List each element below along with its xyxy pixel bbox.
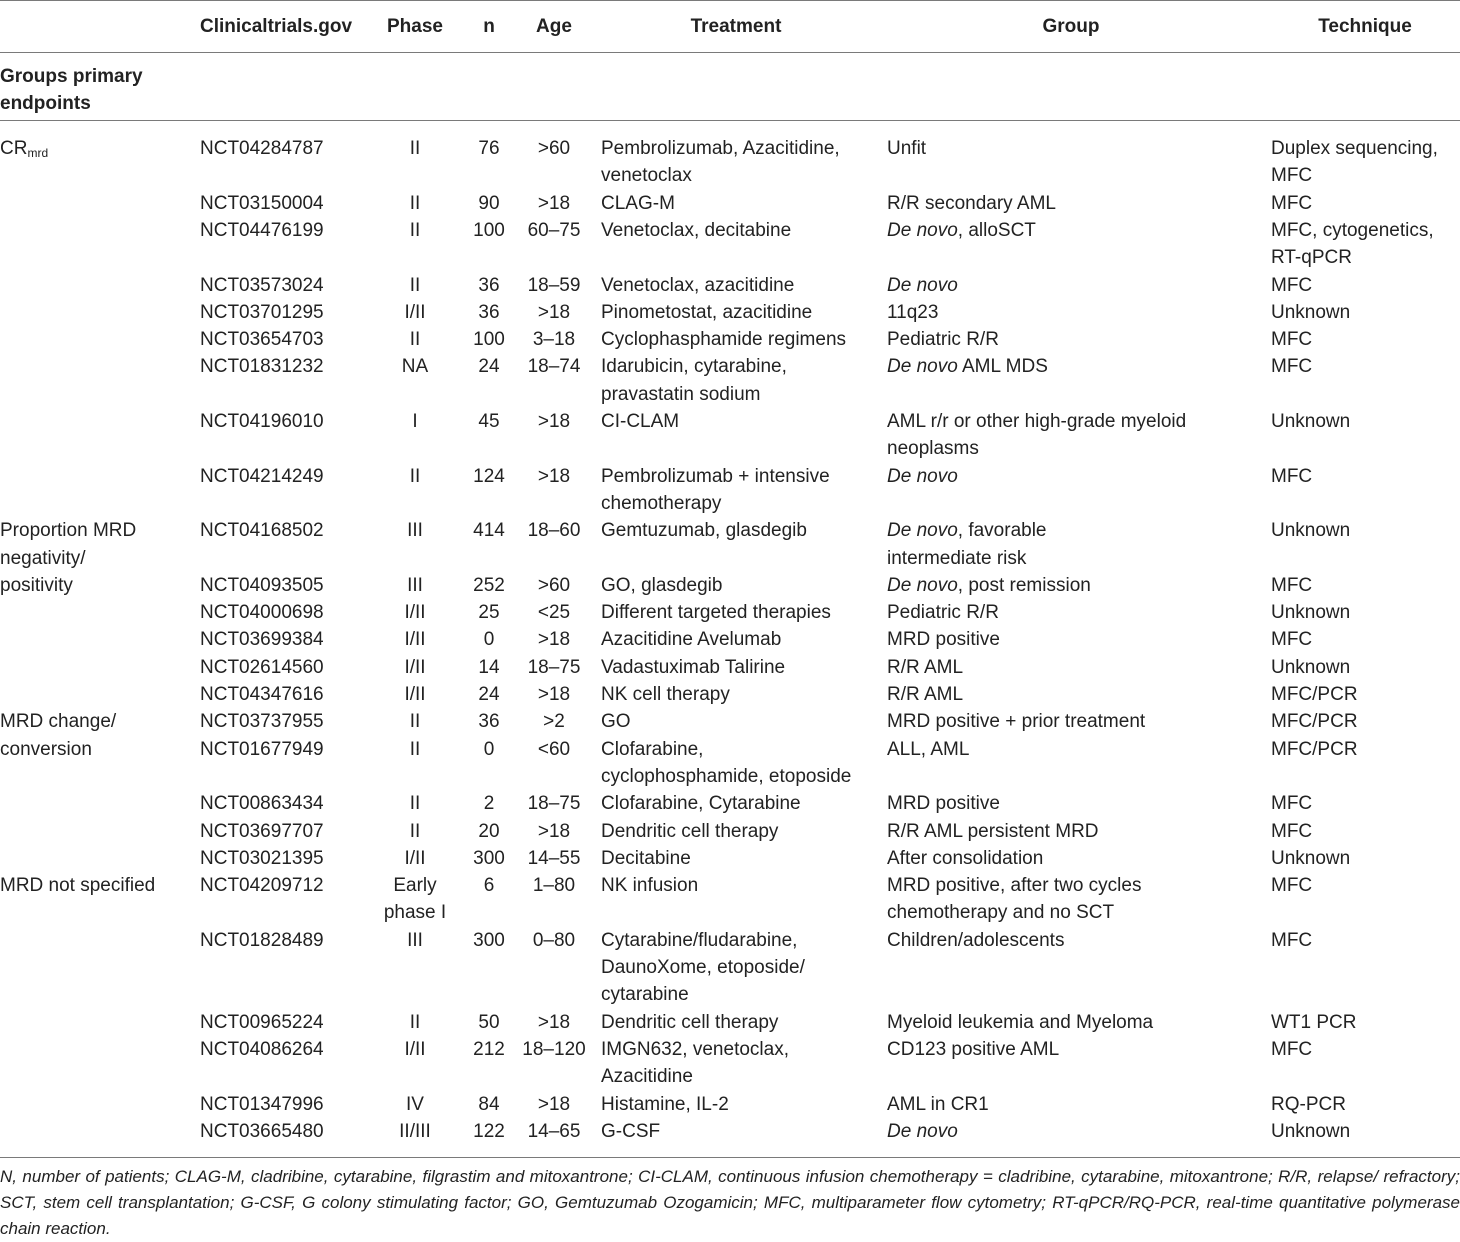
cell-trial-id: NCT04086264 xyxy=(200,1038,324,1060)
group-text: MRD positive + prior treatment xyxy=(887,711,1146,733)
cell-phase: II xyxy=(409,219,421,241)
group-text: , post remission xyxy=(957,574,1091,596)
cell-treatment: Azacitidine Avelumab xyxy=(601,629,782,651)
cell-treatment: GO xyxy=(601,711,631,733)
cell-group xyxy=(887,681,963,708)
cell-phase: III xyxy=(407,574,423,596)
category-label: conversion xyxy=(0,738,92,760)
cell-trial-id: NCT04347616 xyxy=(200,684,324,705)
cell-technique: MFC xyxy=(1271,820,1313,842)
group-text: Pediatric R/R xyxy=(887,329,999,351)
cell-technique: Duplex sequencing, xyxy=(1271,138,1438,159)
cell-n: 124 xyxy=(473,465,505,487)
group-italic-term: De novo xyxy=(887,520,958,542)
cell-technique: Unknown xyxy=(1271,602,1351,624)
cell-treatment: CI-CLAM xyxy=(601,411,680,432)
header-treatment: Treatment xyxy=(690,16,782,37)
cell-group xyxy=(887,545,1026,572)
cell-technique: MFC xyxy=(1271,629,1313,651)
cell-technique: MFC xyxy=(1271,192,1313,214)
cell-treatment: Idarubicin, cytarabine, xyxy=(601,356,787,378)
cell-group xyxy=(887,599,999,626)
cell-treatment: Venetoclax, azacitidine xyxy=(601,274,795,296)
cell-group xyxy=(887,654,963,681)
cell-treatment: Pembrolizumab, Azacitidine, xyxy=(601,138,840,159)
cell-n: 14 xyxy=(478,656,500,678)
cell-n: 24 xyxy=(478,684,500,705)
cell-n: 6 xyxy=(483,875,495,897)
cell-trial-id: NCT03697707 xyxy=(200,820,324,842)
cell-treatment: Azacitidine xyxy=(601,1066,693,1088)
header-phase: Phase xyxy=(387,16,443,37)
cell-technique: Unknown xyxy=(1271,301,1351,323)
cell-trial-id: NCT04284787 xyxy=(200,138,324,159)
cell-group xyxy=(887,927,1064,954)
cell-n: 90 xyxy=(478,192,500,214)
cell-technique: MFC xyxy=(1271,1038,1313,1060)
cell-technique: MFC xyxy=(1271,165,1313,187)
cell-group xyxy=(887,708,1145,735)
cell-trial-id: NCT04093505 xyxy=(200,574,324,596)
cell-n: 50 xyxy=(478,1011,500,1033)
cell-technique: MFC xyxy=(1271,356,1313,378)
cell-trial-id: NCT04209712 xyxy=(200,875,324,897)
category-label: positivity xyxy=(0,574,73,596)
group-italic-term: De novo xyxy=(887,274,958,296)
cell-trial-id: NCT03737955 xyxy=(200,711,324,733)
cell-phase: II xyxy=(409,274,421,296)
cell-n: 45 xyxy=(478,411,500,432)
cell-treatment: Cytarabine/fludarabine, xyxy=(601,929,798,951)
cell-group xyxy=(887,272,958,299)
cell-group xyxy=(887,899,1114,926)
section-heading-line-1: Groups primary xyxy=(0,66,143,87)
group-text: R/R AML xyxy=(887,684,964,705)
cell-technique: MFC xyxy=(1271,329,1313,351)
group-text: Unfit xyxy=(887,138,927,159)
cell-technique: Unknown xyxy=(1271,1120,1351,1142)
group-text: chemotherapy and no SCT xyxy=(887,902,1115,924)
header-clinicaltrials: Clinicaltrials.gov xyxy=(200,16,353,37)
cell-treatment: IMGN632, venetoclax, xyxy=(601,1038,789,1060)
group-text: MRD positive xyxy=(887,629,1000,651)
cell-trial-id: NCT01677949 xyxy=(200,738,324,760)
cell-trial-id: NCT02614560 xyxy=(200,656,324,678)
cell-n: 300 xyxy=(473,847,505,869)
cell-trial-id: NCT01828489 xyxy=(200,929,324,951)
cell-n: 414 xyxy=(473,520,505,542)
cell-n: 122 xyxy=(473,1120,505,1142)
cell-age: >18 xyxy=(537,411,571,432)
cell-phase: III xyxy=(407,520,423,542)
cell-n: 212 xyxy=(473,1038,505,1060)
cell-technique: MFC xyxy=(1271,793,1313,815)
cell-group xyxy=(887,217,1036,244)
cell-age: >18 xyxy=(537,1093,571,1115)
group-italic-term: De novo xyxy=(887,465,958,487)
cell-technique: Unknown xyxy=(1271,847,1351,869)
cell-treatment: venetoclax xyxy=(601,165,692,187)
cell-n: 300 xyxy=(473,929,505,951)
cell-age: 14–55 xyxy=(527,847,581,869)
group-italic-term: De novo xyxy=(887,1120,958,1142)
cell-age: >18 xyxy=(537,192,571,214)
cell-treatment: NK cell therapy xyxy=(601,684,730,705)
cell-phase: I/II xyxy=(404,1038,426,1060)
cell-group xyxy=(887,1009,1153,1036)
cell-group xyxy=(887,872,1141,899)
cell-group xyxy=(887,463,958,490)
cell-trial-id: NCT00965224 xyxy=(200,1011,324,1033)
cell-phase: II xyxy=(409,329,421,351)
group-text: AML MDS xyxy=(957,356,1048,378)
group-text: MRD positive, after two cycles xyxy=(887,875,1142,897)
cell-age: 60–75 xyxy=(527,219,581,241)
cell-technique: MFC xyxy=(1271,274,1313,296)
header-n: n xyxy=(483,16,495,37)
cell-n: 0 xyxy=(483,738,495,760)
cell-trial-id: NCT03573024 xyxy=(200,274,324,296)
cell-phase: I/II xyxy=(404,847,426,869)
cell-n: 36 xyxy=(478,301,500,323)
cell-trial-id: NCT03665480 xyxy=(200,1120,324,1142)
cell-group xyxy=(887,1118,958,1145)
cell-treatment: Decitabine xyxy=(601,847,691,869)
cell-technique: MFC xyxy=(1271,875,1313,897)
cell-group xyxy=(887,626,1000,653)
cell-technique: MFC, cytogenetics, xyxy=(1271,219,1434,241)
cell-trial-id: NCT04000698 xyxy=(200,602,324,624)
cell-treatment: GO, glasdegib xyxy=(601,574,723,596)
cell-phase: III xyxy=(407,929,423,951)
cell-technique: Unknown xyxy=(1271,656,1351,678)
table-footnote: N, number of patients; CLAG-M, cladribine, cytarabine, filgrastim and mitoxantrone; CI-CLAM, continuous infusion chemotherapy = cladribine, cytarabine, mitoxantrone; R/R, relapse/ refractory; SCT, stem cell transplantation; G-CSF, G colony stimulating factor; GO, Gemtuzumab Ozogamicin; MFC, multiparameter flow cytometry; RT-qPCR/RQ-PCR, real-time quantitative polymerase chain reaction. xyxy=(0,1167,1460,1238)
cell-phase: I/II xyxy=(404,301,426,323)
cell-treatment: Gemtuzumab, glasdegib xyxy=(601,520,807,542)
cell-technique: Unknown xyxy=(1271,411,1351,432)
cell-treatment: cyclophosphamide, etoposide xyxy=(601,765,852,787)
cell-technique: WT1 PCR xyxy=(1271,1011,1357,1033)
group-text: ALL, AML xyxy=(887,738,970,760)
cell-phase: II xyxy=(409,793,421,815)
cell-treatment: Pembrolizumab + intensive xyxy=(601,465,830,487)
cell-treatment: Venetoclax, decitabine xyxy=(601,219,792,241)
cell-age: 18–120 xyxy=(522,1038,586,1060)
group-text: CD123 positive AML xyxy=(887,1038,1060,1060)
header-group: Group xyxy=(1042,16,1100,37)
cell-age: >18 xyxy=(537,629,571,651)
group-text: R/R AML xyxy=(887,656,964,678)
cell-phase: IV xyxy=(406,1093,424,1115)
cell-technique: RQ-PCR xyxy=(1271,1093,1346,1115)
cell-age: <60 xyxy=(537,738,571,760)
cell-phase: II xyxy=(409,738,421,760)
cell-treatment: chemotherapy xyxy=(601,492,722,514)
cell-phase: I/II xyxy=(404,684,426,705)
cell-n: 252 xyxy=(473,574,505,596)
cell-technique: Unknown xyxy=(1271,520,1351,542)
cell-phase: Early xyxy=(393,875,437,897)
cell-age: 3–18 xyxy=(532,329,576,351)
cell-age: >18 xyxy=(537,684,571,705)
cell-trial-id: NCT03699384 xyxy=(200,629,324,651)
cell-treatment: Pinometostat, azacitidine xyxy=(601,301,813,323)
cell-phase: I/II xyxy=(404,629,426,651)
cell-trial-id: NCT03701295 xyxy=(200,301,324,323)
cell-n: 100 xyxy=(473,329,505,351)
cell-treatment: NK infusion xyxy=(601,875,699,897)
group-text: After consolidation xyxy=(887,847,1044,869)
cell-treatment: Clofarabine, xyxy=(601,738,704,760)
cell-group xyxy=(887,845,1043,872)
group-text: , favorable xyxy=(957,520,1047,542)
category-main: CR xyxy=(0,138,28,159)
cell-technique: MFC/PCR xyxy=(1271,738,1358,760)
cell-age: 18–60 xyxy=(527,520,581,542)
cell-technique: MFC xyxy=(1271,574,1313,596)
cell-treatment: cytarabine xyxy=(601,984,689,1006)
cell-group xyxy=(887,1036,1059,1063)
cell-n: 76 xyxy=(478,138,500,159)
cell-n: 25 xyxy=(478,602,500,624)
cell-trial-id: NCT04214249 xyxy=(200,465,324,487)
cell-age: 18–59 xyxy=(527,274,581,296)
header-age: Age xyxy=(536,16,572,37)
cell-phase: phase I xyxy=(383,902,447,924)
group-text: R/R secondary AML xyxy=(887,192,1056,214)
group-text: Myeloid leukemia and Myeloma xyxy=(887,1011,1154,1033)
cell-group xyxy=(887,1091,989,1118)
group-italic-term: De novo xyxy=(887,219,958,241)
cell-n: 24 xyxy=(478,356,500,378)
cell-age: >60 xyxy=(537,574,571,596)
cell-group xyxy=(887,736,969,763)
bottom-rule xyxy=(0,1157,1460,1158)
top-rule xyxy=(0,0,1460,1)
cell-trial-id: NCT04196010 xyxy=(200,411,324,432)
cell-technique: MFC xyxy=(1271,929,1313,951)
cell-group xyxy=(887,299,938,326)
section-rule xyxy=(0,120,1460,121)
category-label: MRD change/ xyxy=(0,711,117,733)
cell-phase: II xyxy=(409,138,421,159)
cell-n: 100 xyxy=(473,219,505,241)
cell-group xyxy=(887,517,1047,544)
cell-age: 18–74 xyxy=(527,356,581,378)
cell-n: 0 xyxy=(483,629,495,651)
category-label: Proportion MRD xyxy=(0,520,137,542)
cell-group xyxy=(887,190,1056,217)
cell-trial-id: NCT04168502 xyxy=(200,520,324,542)
cell-n: 84 xyxy=(478,1093,500,1115)
group-text: , alloSCT xyxy=(957,219,1036,241)
section-heading-line-2: endpoints xyxy=(0,93,91,114)
cell-group xyxy=(887,435,979,462)
cell-trial-id: NCT00863434 xyxy=(200,793,324,815)
cell-trial-id: NCT01831232 xyxy=(200,356,324,378)
cell-group xyxy=(887,408,1186,435)
cell-treatment: G-CSF xyxy=(601,1120,661,1142)
category-label: negativity/ xyxy=(0,547,86,569)
cell-age: 14–65 xyxy=(527,1120,581,1142)
cell-treatment: Dendritic cell therapy xyxy=(601,1011,779,1033)
cell-age: 0–80 xyxy=(532,929,576,951)
cell-treatment: Different targeted therapies xyxy=(601,602,831,624)
cell-age: <25 xyxy=(537,602,571,624)
cell-trial-id: NCT03654703 xyxy=(200,329,324,351)
cell-treatment: Dendritic cell therapy xyxy=(601,820,779,842)
cell-n: 36 xyxy=(478,274,500,296)
cell-treatment: CLAG-M xyxy=(601,192,675,214)
cell-group xyxy=(887,326,999,353)
cell-phase: I/II xyxy=(404,602,426,624)
cell-technique: MFC xyxy=(1271,465,1313,487)
group-italic-term: De novo xyxy=(887,574,958,596)
cell-age: 1–80 xyxy=(532,875,576,897)
cell-age: >18 xyxy=(537,465,571,487)
header-rule xyxy=(0,52,1460,53)
category-label: MRD not specified xyxy=(0,875,156,897)
cell-age: >18 xyxy=(537,1011,571,1033)
cell-phase: I xyxy=(412,411,418,432)
cell-group xyxy=(887,353,1048,380)
cell-treatment: pravastatin sodium xyxy=(601,383,761,405)
cell-trial-id: NCT03150004 xyxy=(200,192,324,214)
cell-phase: I/II xyxy=(404,656,426,678)
cell-trial-id: NCT01347996 xyxy=(200,1093,324,1115)
cell-trial-id: NCT04476199 xyxy=(200,219,324,241)
cell-technique: RT-qPCR xyxy=(1271,247,1352,269)
cell-treatment: Cyclophasphamide regimens xyxy=(601,329,847,351)
cell-n: 20 xyxy=(478,820,500,842)
group-text: neoplasms xyxy=(887,438,979,460)
group-text: intermediate risk xyxy=(887,547,1027,569)
cell-trial-id: NCT03021395 xyxy=(200,847,324,869)
cell-phase: II xyxy=(409,192,421,214)
cell-phase: NA xyxy=(401,356,429,378)
cell-age: >18 xyxy=(537,301,571,323)
cell-n: 2 xyxy=(483,793,495,815)
cell-phase: II/III xyxy=(399,1120,431,1142)
cell-group xyxy=(887,818,1099,845)
cell-phase: II xyxy=(409,465,421,487)
group-text: Pediatric R/R xyxy=(887,602,999,624)
group-text: Children/adolescents xyxy=(887,929,1065,951)
cell-group xyxy=(887,572,1091,599)
cell-treatment: Vadastuximab Talirine xyxy=(601,656,786,678)
group-text: R/R AML persistent MRD xyxy=(887,820,1099,842)
group-italic-term: De novo xyxy=(887,356,958,378)
group-text: MRD positive xyxy=(887,793,1000,815)
cell-age: 18–75 xyxy=(527,656,581,678)
cell-phase: II xyxy=(409,711,421,733)
header-technique: Technique xyxy=(1318,16,1412,37)
cell-group xyxy=(887,790,1000,817)
cell-age: >60 xyxy=(537,138,571,159)
cell-phase: II xyxy=(409,1011,421,1033)
cell-phase: II xyxy=(409,820,421,842)
group-text: AML r/r or other high-grade myeloid xyxy=(887,411,1187,432)
category-subscript: mrd xyxy=(27,146,49,160)
group-text: AML in CR1 xyxy=(887,1093,989,1115)
cell-treatment: Clofarabine, Cytarabine xyxy=(601,793,801,815)
cell-n: 36 xyxy=(478,711,500,733)
group-text: 11q23 xyxy=(887,301,939,323)
cell-treatment: DaunoXome, etoposide/ xyxy=(601,957,805,978)
cell-technique: MFC/PCR xyxy=(1271,684,1358,705)
cell-group xyxy=(887,135,926,162)
cell-age: 18–75 xyxy=(527,793,581,815)
category-label xyxy=(0,135,48,162)
cell-age: >18 xyxy=(537,820,571,842)
cell-technique: MFC/PCR xyxy=(1271,711,1358,733)
cell-treatment: Histamine, IL-2 xyxy=(601,1093,729,1115)
cell-age: >2 xyxy=(543,711,565,733)
